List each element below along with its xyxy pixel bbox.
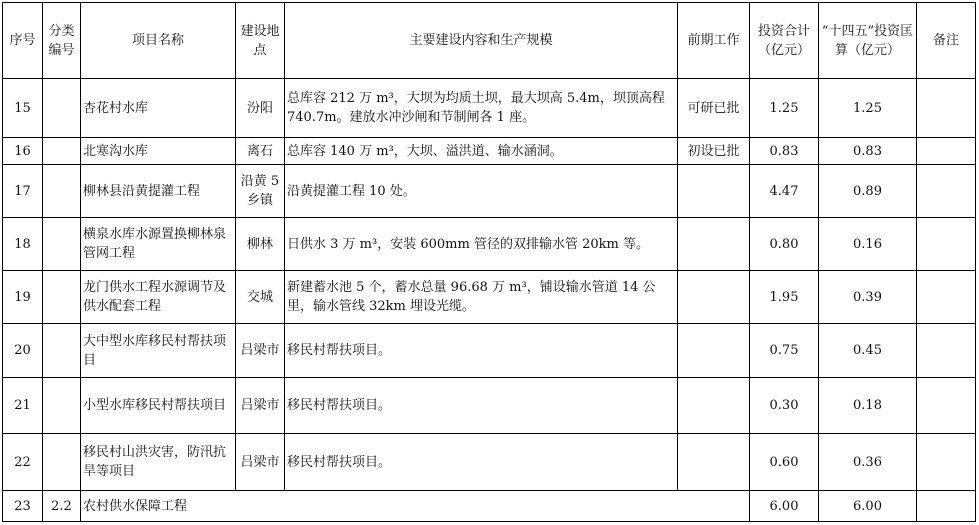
header-preliminary: 前期工作 xyxy=(678,3,750,79)
cell-remark xyxy=(917,271,976,324)
cell-location: 柳林 xyxy=(236,218,285,271)
cell-category xyxy=(43,378,81,434)
cell-investment: 0.60 xyxy=(750,434,819,491)
cell-location: 离石 xyxy=(236,138,285,165)
cell-name: 大中型水库移民村帮扶项目 xyxy=(81,324,236,378)
cell-name: 柳林县沿黄提灌工程 xyxy=(81,165,236,218)
cell-content: 移民村帮扶项目。 xyxy=(285,324,678,378)
header-category: 分类编号 xyxy=(43,3,81,79)
cell-name: 横泉水库水源置换柳林泉管网工程 xyxy=(81,218,236,271)
cell-category xyxy=(43,271,81,324)
cell-remark xyxy=(917,491,976,522)
cell-content: 总库容 140 万 m³，大坝、溢洪道、输水涵洞。 xyxy=(285,138,678,165)
cell-remark xyxy=(917,218,976,271)
cell-plan: 0.89 xyxy=(819,165,917,218)
cell-category xyxy=(43,165,81,218)
cell-category xyxy=(43,138,81,165)
cell-preliminary xyxy=(678,165,750,218)
cell-content: 沿黄提灌工程 10 处。 xyxy=(285,165,678,218)
cell-content: 总库容 212 万 m³，大坝为均质土坝，最大坝高 5.4m，坝顶高程 740.7m。建放水冲沙闸和节制闸各 1 座。 xyxy=(285,79,678,138)
cell-investment: 1.25 xyxy=(750,79,819,138)
project-table xyxy=(2,2,976,522)
cell-seq: 16 xyxy=(3,138,43,165)
header-location: 建设地点 xyxy=(236,3,285,79)
cell-plan: 0.45 xyxy=(819,324,917,378)
cell-seq: 20 xyxy=(3,324,43,378)
cell-content: 新建蓄水池 5 个，蓄水总量 96.68 万 m³，铺设输水管道 14 公里，输水管线 32km 埋设光缆。 xyxy=(285,271,678,324)
cell-name: 龙门供水工程水源调节及供水配套工程 xyxy=(81,271,236,324)
cell-investment: 6.00 xyxy=(750,491,819,522)
cell-seq: 23 xyxy=(3,491,43,522)
header-remark: 备注 xyxy=(917,3,976,79)
cell-seq: 17 xyxy=(3,165,43,218)
cell-category: 2.2 xyxy=(43,491,81,522)
cell-location: 吕梁市 xyxy=(236,434,285,491)
cell-remark xyxy=(917,434,976,491)
table-row xyxy=(3,434,976,491)
cell-seq: 15 xyxy=(3,79,43,138)
cell-name: 北寒沟水库 xyxy=(81,138,236,165)
cell-seq: 18 xyxy=(3,218,43,271)
cell-content: 移民村帮扶项目。 xyxy=(285,434,678,491)
cell-name: 移民村山洪灾害，防汛抗旱等项目 xyxy=(81,434,236,491)
table-row xyxy=(3,271,976,324)
table-row xyxy=(3,138,976,165)
cell-plan: 6.00 xyxy=(819,491,917,522)
cell-investment: 0.83 xyxy=(750,138,819,165)
cell-preliminary: 初设已批 xyxy=(678,138,750,165)
cell-name: 杏花村水库 xyxy=(81,79,236,138)
cell-investment: 1.95 xyxy=(750,271,819,324)
cell-plan: 0.18 xyxy=(819,378,917,434)
table-row xyxy=(3,324,976,378)
table-row xyxy=(3,79,976,138)
cell-content: 移民村帮扶项目。 xyxy=(285,378,678,434)
table-row xyxy=(3,218,976,271)
cell-location: 沿黄 5 乡镇 xyxy=(236,165,285,218)
cell-remark xyxy=(917,324,976,378)
cell-remark xyxy=(917,138,976,165)
cell-remark xyxy=(917,165,976,218)
header-plan: “十四五”投资匡算（亿元） xyxy=(819,3,917,79)
cell-location: 吕梁市 xyxy=(236,378,285,434)
cell-seq: 21 xyxy=(3,378,43,434)
cell-remark xyxy=(917,378,976,434)
cell-category xyxy=(43,324,81,378)
cell-location: 交城 xyxy=(236,271,285,324)
cell-plan: 0.39 xyxy=(819,271,917,324)
cell-plan: 0.16 xyxy=(819,218,917,271)
cell-preliminary xyxy=(678,271,750,324)
cell-preliminary xyxy=(678,434,750,491)
summary-row xyxy=(3,491,976,522)
cell-category xyxy=(43,434,81,491)
cell-location: 汾阳 xyxy=(236,79,285,138)
table-row xyxy=(3,378,976,434)
cell-plan: 1.25 xyxy=(819,79,917,138)
cell-name: 小型水库移民村帮扶项目 xyxy=(81,378,236,434)
cell-preliminary xyxy=(678,218,750,271)
cell-remark xyxy=(917,79,976,138)
cell-investment: 0.30 xyxy=(750,378,819,434)
cell-investment: 0.75 xyxy=(750,324,819,378)
cell-plan: 0.83 xyxy=(819,138,917,165)
cell-location: 吕梁市 xyxy=(236,324,285,378)
cell-content: 日供水 3 万 m³，安装 600mm 管径的双排输水管 20km 等。 xyxy=(285,218,678,271)
cell-name: 农村供水保障工程 xyxy=(81,491,750,522)
cell-investment: 0.80 xyxy=(750,218,819,271)
cell-preliminary xyxy=(678,324,750,378)
table-row xyxy=(3,165,976,218)
cell-preliminary: 可研已批 xyxy=(678,79,750,138)
header-row xyxy=(3,3,976,79)
cell-seq: 22 xyxy=(3,434,43,491)
header-investment: 投资合计（亿元） xyxy=(750,3,819,79)
cell-investment: 4.47 xyxy=(750,165,819,218)
header-content: 主要建设内容和生产规模 xyxy=(285,3,678,79)
cell-category xyxy=(43,79,81,138)
header-seq: 序号 xyxy=(3,3,43,79)
header-name: 项目名称 xyxy=(81,3,236,79)
cell-preliminary xyxy=(678,378,750,434)
cell-plan: 0.36 xyxy=(819,434,917,491)
cell-seq: 19 xyxy=(3,271,43,324)
cell-category xyxy=(43,218,81,271)
